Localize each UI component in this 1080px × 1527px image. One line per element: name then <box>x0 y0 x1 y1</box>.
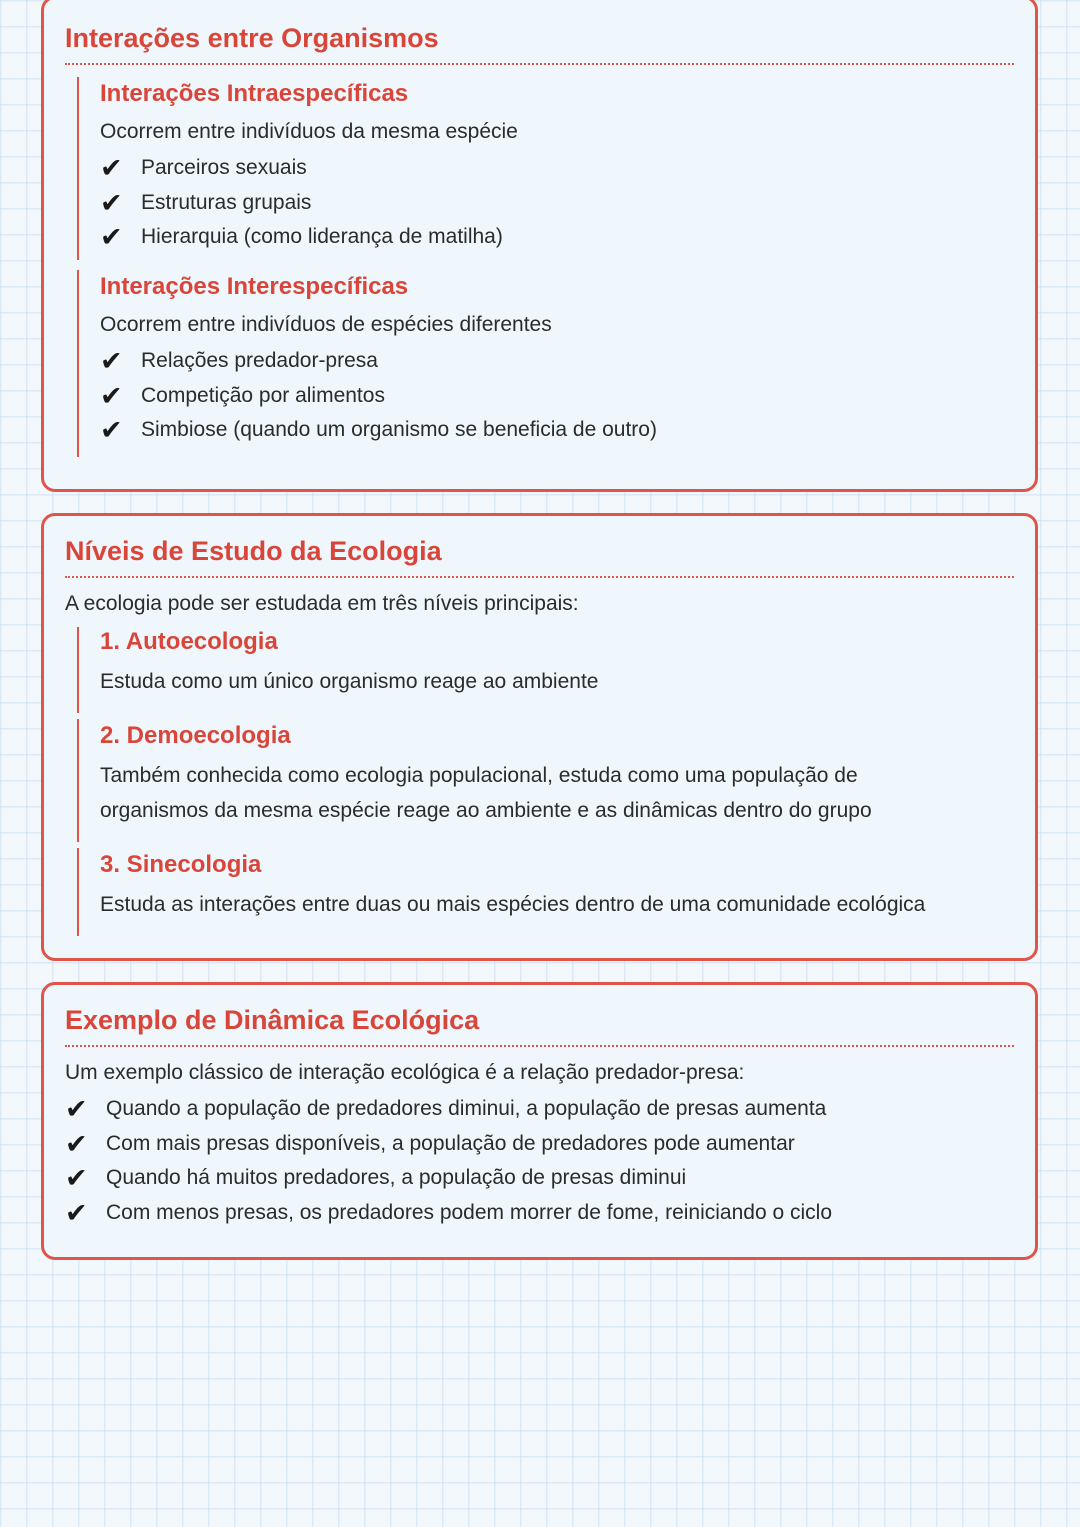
list-item: ✔ Estruturas grupais <box>100 187 312 218</box>
level-description: Estuda as interações entre duas ou mais espécies dentro de uma comunidade ecológica <box>100 893 926 916</box>
list-item: ✔ Quando a população de predadores diminui, a população de presas aumenta <box>65 1094 827 1124</box>
list-item: ✔ Parceiros sexuais <box>100 153 307 183</box>
list-item: ✔ Quando há muitos predadores, a população de presas diminui <box>65 1163 687 1193</box>
check-icon: ✔ <box>100 346 123 376</box>
list-item: ✔ Simbiose (quando um organismo se beneficia de outro) <box>100 415 657 445</box>
subsection-description: Ocorrem entre indivíduos de espécies diferentes <box>100 313 552 336</box>
level-description: Também conhecida como ecologia populacional, estuda como uma população de organismos da mesma espécie reage ao ambiente e as dinâmicas dentro do grupo <box>100 764 872 822</box>
list-item: ✔ Competição por alimentos <box>100 380 385 411</box>
section-title: Níveis de Estudo da Ecologia <box>65 534 1014 578</box>
section-title: Interações entre Organismos <box>65 21 1014 65</box>
check-icon: ✔ <box>100 415 123 445</box>
level-demoecologia <box>77 719 1014 842</box>
list-item: ✔ Com menos presas, os predadores podem morrer de fome, reiniciando o ciclo <box>65 1197 833 1228</box>
card-exemplo <box>41 982 1038 1260</box>
section-title: Exemplo de Dinâmica Ecológica <box>65 1003 1014 1047</box>
section-intro: A ecologia pode ser estudada em três níveis principais: <box>65 592 579 615</box>
level-sinecologia <box>77 848 1014 936</box>
check-icon: ✔ <box>65 1128 88 1159</box>
level-title: 1. Autoecologia <box>100 628 278 655</box>
card-interacoes <box>41 0 1038 492</box>
subsection-title: Interações Intraespecíficas <box>100 80 409 107</box>
section-intro: Um exemplo clássico de interação ecológica é a relação predador-presa: <box>65 1061 745 1084</box>
check-list <box>100 151 1014 255</box>
check-icon: ✔ <box>100 187 123 218</box>
subsection-description: Ocorrem entre indivíduos da mesma espécie <box>100 120 518 143</box>
check-list <box>100 344 1014 448</box>
list-item: ✔ Relações predador-presa <box>100 346 378 376</box>
level-title: 2. Demoecologia <box>100 722 291 749</box>
check-icon: ✔ <box>100 380 123 411</box>
check-icon: ✔ <box>100 222 123 252</box>
subsection-title: Interações Interespecíficas <box>100 273 409 300</box>
subsection-intraespecificas <box>77 77 1014 260</box>
level-title: 3. Sinecologia <box>100 851 262 878</box>
check-list <box>65 1092 1014 1230</box>
list-item: ✔ Com mais presas disponíveis, a população de predadores pode aumentar <box>65 1128 795 1159</box>
check-icon: ✔ <box>65 1197 88 1228</box>
check-icon: ✔ <box>100 153 123 183</box>
check-icon: ✔ <box>65 1094 88 1124</box>
level-autoecologia <box>77 627 1014 713</box>
check-icon: ✔ <box>65 1163 88 1193</box>
level-description: Estuda como um único organismo reage ao ambiente <box>100 670 599 693</box>
subsection-interespecificas <box>77 270 1014 457</box>
card-niveis <box>41 513 1038 961</box>
list-item: ✔ Hierarquia (como liderança de matilha) <box>100 222 503 252</box>
